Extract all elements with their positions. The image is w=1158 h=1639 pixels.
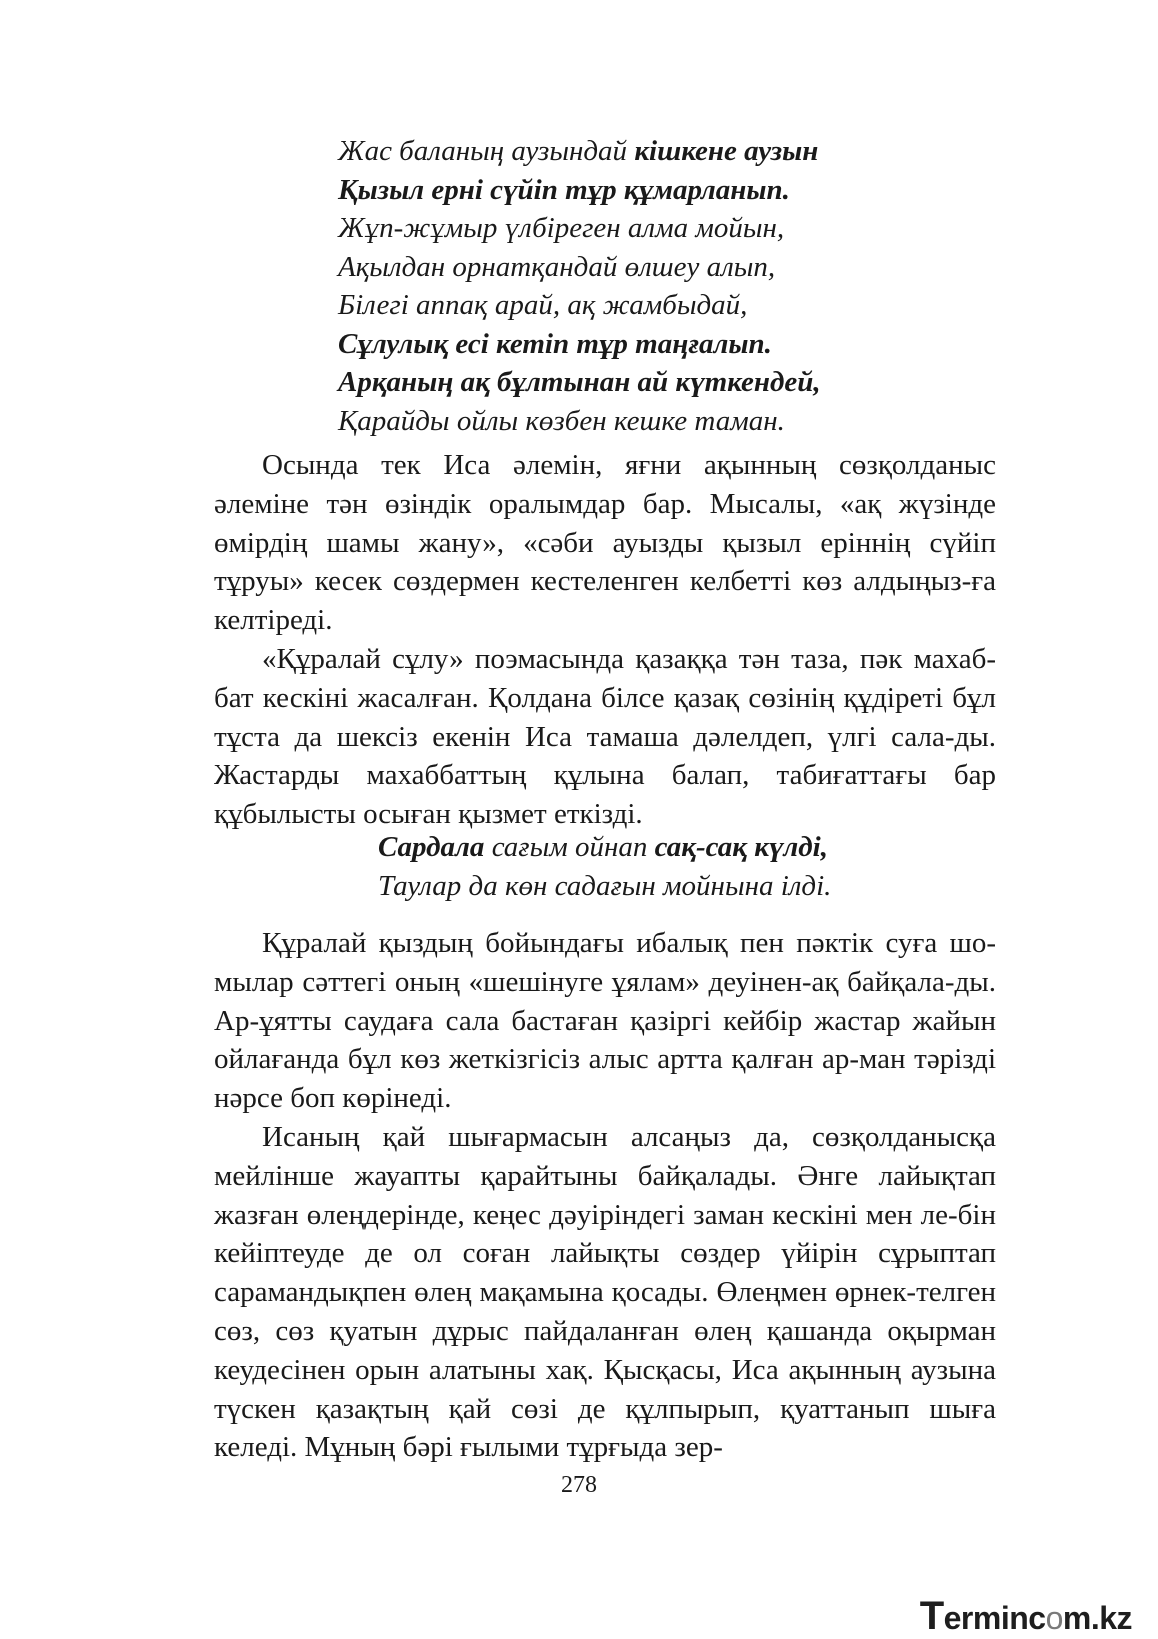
poem-line — [338, 132, 821, 171]
poem-line — [378, 828, 831, 867]
poem-text: Жас баланың аузындай — [338, 135, 635, 167]
poem-line: Қызыл ерні сүйіп тұр құмарланып. — [338, 173, 790, 206]
poem-line: Ақылдан орнатқандай өлшеу алып, — [338, 250, 776, 283]
body-paragraph: Исаның қай шығармасын алсаңыз да, сөзқолданысқа мейлінше жауапты қарайтыны байқалады. Әнге лайықтап жазған өлеңдерінде, кеңес дәуіріндегі заман кескіні мен ле-бін кейіптеуде де ол соған лайықты сөздер үйірін сұрыптап сарамандықпен өлең мақамына қосады. Өлеңмен өрнек-телген сөз, сөз қуатын дұрыс пайдаланған өлең қашанда оқырман кеудесінен орын алатыны хақ. Қысқасы, Иса ақынның аузына түскен қазақтың қай сөзі де құлпырып, қуаттанып шыға келеді. Мұның бәрі ғылыми тұрғыда зер- — [214, 1121, 996, 1464]
poem-line: Таулар да көн садағын мойнына ілді. — [378, 869, 832, 902]
watermark-o: o — [1045, 1600, 1063, 1636]
poem-stanza — [338, 132, 821, 440]
body-paragraph: «Құралай сұлу» поэмасында қазаққа тән таза, пәк махаб-бат кескіні жасалған. Қолдана білсе қазақ сөзінің құдіреті бұл тұста да шексіз екенін Иса тамаша дәлелдеп, үлгі сала-ды. Жастарды махаббаттың құлына балап, табиғаттағы бар құбылысты осыған қызмет еткізді. — [214, 643, 996, 831]
poem-text-bold: Сардала — [378, 831, 485, 863]
poem-line: Жұп-жұмыр үлбіреген алма мойын, — [338, 212, 785, 244]
poem-line: Білегі аппақ арай, ақ жамбыдай, — [338, 289, 748, 321]
watermark-initial: T — [919, 1594, 944, 1638]
poem-line: Сұлулық есі кетіп тұр таңғалып. — [338, 327, 772, 360]
body-paragraph: Құралай қыздың бойындағы ибалық пен пәктік суға шо-мылар сәттегі оның «шешінуге ұялам» деуінен-ақ байқала-ды. Ар-ұятты саудаға сала бастаған қазіргі кейбір жастар жайын ойлағанда бұл көз жеткізгісіз алыс артта қалған ар-ман тәрізді нәрсе боп көрінеді. — [214, 927, 996, 1115]
poem-text: сағым ойнап — [484, 831, 655, 863]
watermark-text: erminc — [943, 1600, 1046, 1636]
site-watermark — [920, 1594, 1132, 1639]
poem-couplet — [378, 828, 831, 905]
poem-line: Арқаның ақ бұлтынан ай күткендей, — [338, 366, 821, 398]
poem-text-bold: кішкене аузын — [634, 135, 819, 167]
poem-line: Қарайды ойлы көзбен кешке таман. — [338, 404, 785, 437]
body-paragraph: Осында тек Иса әлемін, яғни ақынның сөзқолданыс әлеміне тән өзіндік оралымдар бар. Мысалы, «ақ жүзінде өмірдің шамы жану», «сәби ауызды қызыл еріннің сүйіп тұруы» кесек сөздермен кестеленген келбетті көз алдыңыз-ға келтіреді. — [214, 449, 996, 637]
page-number: 278 — [561, 1472, 597, 1498]
poem-text-bold: сақ-сақ күлді, — [654, 831, 828, 863]
watermark-text-end: m.kz — [1062, 1600, 1132, 1636]
